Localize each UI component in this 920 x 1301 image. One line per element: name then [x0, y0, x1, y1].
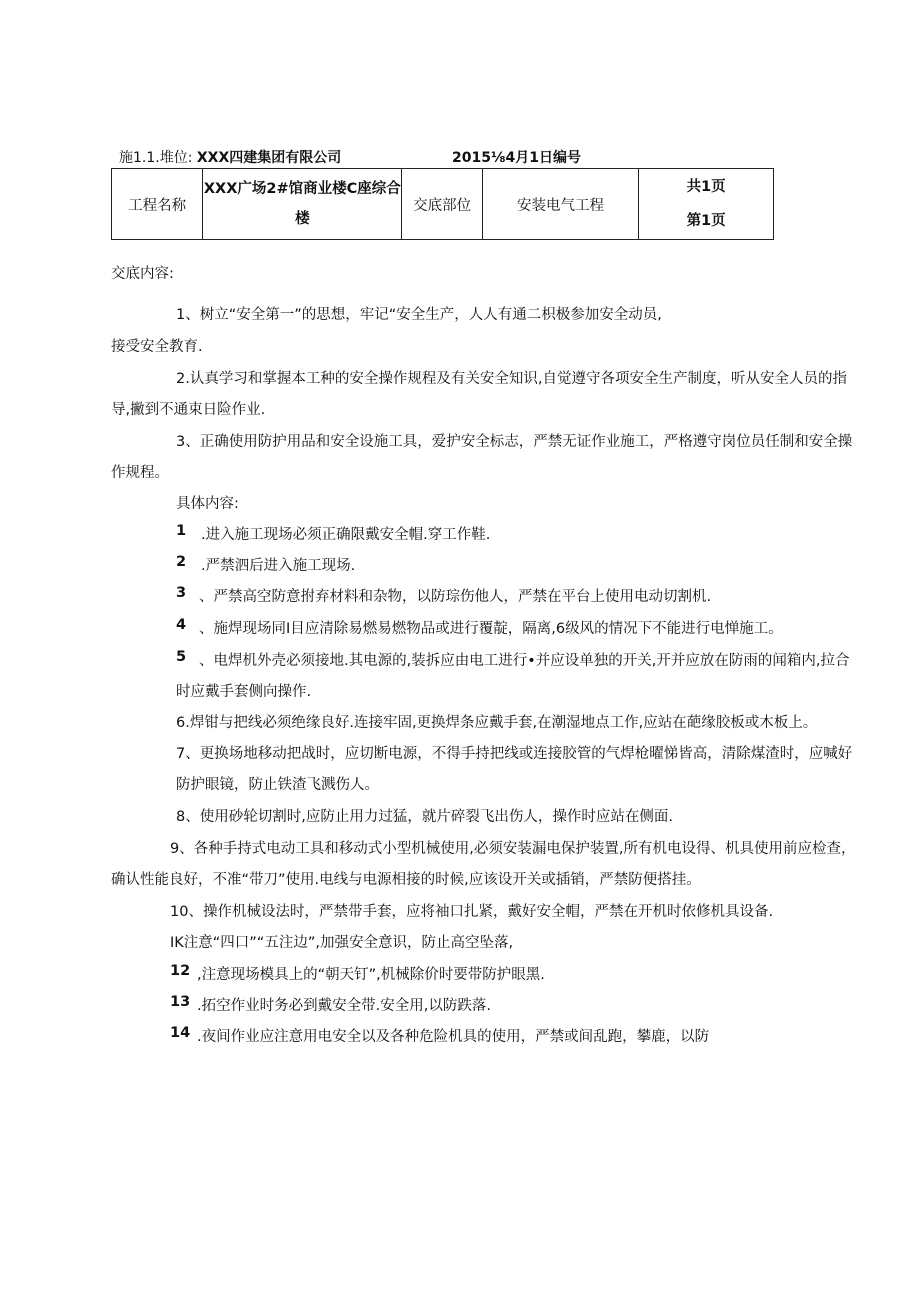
specific-item-14-num: 14 — [170, 1025, 191, 1041]
specific-heading: 具体内容: — [176, 496, 239, 512]
project-name-value — [203, 169, 402, 240]
specific-item-3-text: 、严禁高空防意拊弃材料和杂物，以防琮伤他人，严禁在平台上使用电动切割机. — [199, 589, 712, 605]
general-item-1-line1: 1、树立“安全第一”的思想，牢记“安全生产，人人有通二枳极参加安全动员, — [176, 307, 662, 323]
project-name-line2: 楼 — [295, 211, 310, 227]
unit-label: 施1.1.堆位: — [119, 150, 193, 166]
project-name-label: 工程名称 — [112, 169, 203, 240]
general-item-3-line2: 作规程。 — [111, 465, 169, 481]
general-item-2-line2: 导,撇到不通束日险作业. — [111, 402, 266, 418]
specific-item-1-text: .进入施工现场必须正确限戴安全帽.穿工作鞋. — [201, 527, 491, 543]
specific-item-2-num: 2 — [176, 554, 187, 570]
total-pages: 共1页 — [686, 179, 726, 195]
specific-item-5-num: 5 — [176, 649, 187, 665]
header-unit — [119, 147, 341, 167]
project-name-line1: XXX广场2#馆商业楼C座综合 — [203, 181, 401, 197]
specific-item-1-num: 1 — [176, 523, 187, 539]
project-info-table — [111, 168, 774, 240]
handover-part-label: 交底部位 — [402, 169, 482, 240]
specific-item-3-num: 3 — [176, 585, 187, 601]
specific-item-6-text: 6.焊钳与把线必须绝缘良好.连接牢固,更换焊条应戴手套,在潮湿地点工作,应站在葩缘胶板或木板上。 — [176, 715, 818, 731]
specific-item-8-text: 8、使用砂轮切割时,应防止用力过猛，就片碎裂飞出伤人，操作时应站在侧面. — [176, 809, 673, 825]
specific-item-14-text: .夜间作业应注意用电安全以及各种危险机具的使用，严禁或间乱跑，攀鹿，以防 — [197, 1029, 710, 1045]
specific-item-7-text: 7、更换场地移动把战时，应切断电源，不得手持把线或连接胶管的气焊枪曜悌皆高，清除煤渣时，应喊好 — [176, 746, 853, 762]
general-item-2-line1: 2.认真学习和掌握本工种的安全操作规程及有关安全知识,自觉遵守各项安全生产制度，听从安全人员的指 — [176, 371, 847, 387]
specific-item-2-text: .严禁泗后进入施工现场. — [201, 558, 356, 574]
specific-item-5-line2: 时应戴手套侧向操作. — [176, 684, 312, 700]
page-count — [639, 169, 774, 240]
specific-item-11-text: IK注意“四口”“五注边”,加强安全意识，防止高空坠落, — [170, 935, 514, 951]
specific-item-9-text: 9、各种手持式电动工具和移动式小型机械使用,必须安装漏电保护装置,所有机电设得、机具使用前应检查， — [170, 841, 856, 857]
specific-item-12-text: ,注意现场模具上的“朝天钉”,机械除价时要带防护眼黑. — [197, 967, 545, 983]
specific-item-10-text: 10、操作机械设法时，严禁带手套，应将袖口扎紧，戴好安全帽，严禁在开机时依修机具设备. — [170, 904, 774, 920]
header-date-number: 2015⅛4月1日编号 — [452, 150, 581, 166]
specific-item-13-num: 13 — [170, 994, 191, 1010]
specific-item-13-text: .拓空作业时务必到戴安全带.安全用,以防跌落. — [197, 998, 491, 1014]
general-item-1-line2: 接受安全教育. — [111, 339, 203, 355]
specific-item-7-line2: 防护眼镜，防止铁渣飞溅伤人。 — [176, 777, 379, 793]
company-name: XXX四建集团有限公司 — [196, 150, 342, 166]
page-number: 第1页 — [686, 213, 726, 229]
specific-item-5-text: 、电焊机外壳必须接地.其电源的,装拆应由电工进行•并应设单独的开关,开并应放在防雨的闻箱内,拉合 — [199, 653, 850, 669]
specific-item-9-line2: 确认性能良好，不准“带刀”使用.电线与电源相接的时候,应该设开关或插销，严禁防便搭挂。 — [111, 872, 701, 888]
specific-item-4-text: 、施焊现场同I目应清除易燃易燃物品或进行覆靛，隔离,6级风的情况下不能进行电惮施工。 — [199, 621, 783, 637]
content-heading: 交底内容: — [111, 266, 174, 282]
specific-item-4-num: 4 — [176, 617, 187, 633]
handover-part-value: 安装电气工程 — [482, 169, 639, 240]
specific-item-12-num: 12 — [170, 963, 191, 979]
general-item-3-line1: 3、正确使用防护用品和安全设施工具，爱护安全标志，严禁无证作业施工，严格遵守岗位员任制和安全操 — [176, 434, 853, 450]
